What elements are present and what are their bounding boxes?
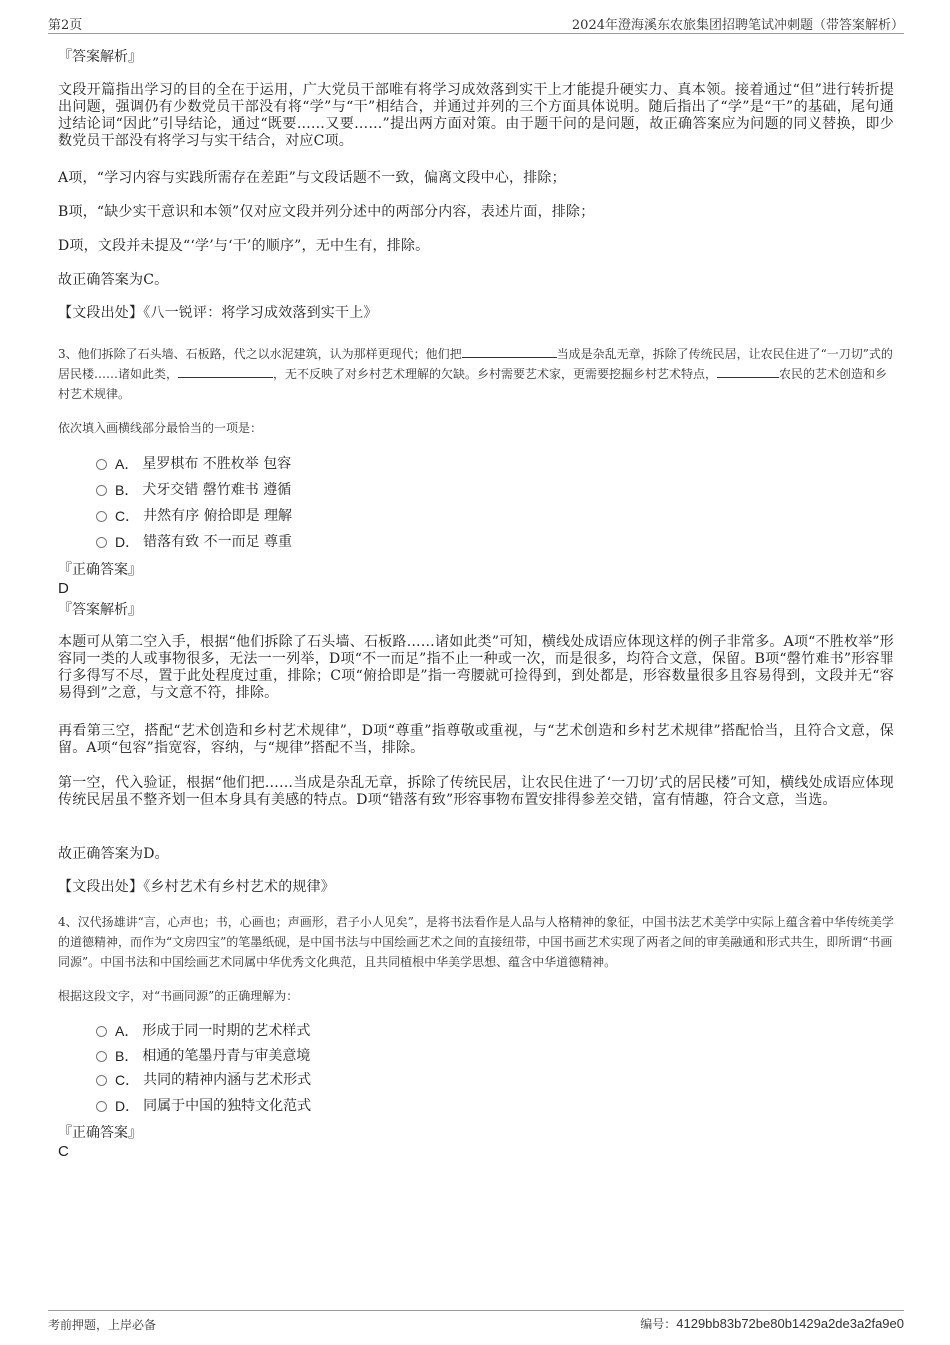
radio-icon[interactable] bbox=[96, 1026, 107, 1037]
q4-option-b[interactable]: B． 相通的笔墨丹青与审美意境 bbox=[96, 1045, 310, 1067]
radio-icon[interactable] bbox=[96, 1051, 107, 1062]
analysis-label: 『答案解析』 bbox=[58, 602, 142, 618]
correct-answer: D bbox=[58, 580, 69, 597]
analysis-paragraph-3: 第一空，代入验证，根据“他们把……当成是杂乱无章，拆除了传统民居，让农民住进了‘一刀切’式的居民楼”可知，横线处成语应体现传统民居虽不整齐划一但本身具有美感的特点。D项“错落有致”形容事物布置安排得参差交错，富有情趣，符合文意，当选。 bbox=[58, 775, 894, 808]
q4-option-a[interactable]: A． 形成于同一时期的艺术样式 bbox=[96, 1020, 310, 1042]
question-4-stem: 4、汉代扬雄讲“言，心声也；书，心画也；声画形，君子小人见矣”，是将书法看作是人品与人格精神的象征，中国书法艺术美学中实际上蕴含着中华传统美学的道德精神，而作为“文房四宝”的笔墨纸砚，是中国书法与中国绘画艺术之间的直接纽带，中国书画艺术实现了两者之间的审美融通和形式共生，即所谓“书画同源”。中国书法和中国绘画艺术同属中华优秀文化典范，且共同植根中华美学思想、蕴含中华道德精神。 bbox=[58, 915, 894, 969]
analysis-option-d: D项，文段并未提及“‘学’与‘干’的顺序”，无中生有，排除。 bbox=[58, 238, 430, 254]
q3-option-a[interactable]: A． 星罗棋布 不胜枚举 包容 bbox=[96, 453, 291, 475]
radio-icon[interactable] bbox=[96, 485, 107, 496]
source-citation: 【文段出处】《乡村艺术有乡村艺术的规律》 bbox=[58, 879, 335, 895]
blank-1 bbox=[462, 344, 557, 358]
correct-answer-label: 『正确答案』 bbox=[58, 562, 142, 578]
q4-option-d[interactable]: D． 同属于中国的独特文化范式 bbox=[96, 1095, 311, 1117]
analysis-label: 『答案解析』 bbox=[58, 49, 142, 65]
conclusion: 故正确答案为D。 bbox=[58, 846, 169, 862]
analysis-option-b: B项，“缺少实干意识和本领”仅对应文段并列分述中的两部分内容，表述片面，排除； bbox=[58, 204, 595, 220]
document-title: 2024年澄海溪东农旅集团招聘笔试冲刺题（带答案解析） bbox=[571, 18, 904, 33]
source-citation: 【文段出处】《八一锐评：将学习成效落到实干上》 bbox=[58, 305, 378, 321]
page-number: 第2页 bbox=[48, 18, 83, 33]
analysis-paragraph-1: 本题可从第二空入手，根据“他们拆除了石头墙、石板路……诸如此类”可知，横线处成语应体现这样的例子非常多。A项“不胜枚举”形容同一类的人或事物很多，无法一一列举，D项“不一而足”指不止一种或一次，而是很多，均符合文意，保留。B项“罄竹难书”形容罪行多得写不尽，置于此处程度过重，排除；C项“俯拾即是”指一弯腰就可捡得到，到处都是，形容数量很多且容易得到，文段并无“容易得到”之意，与文意不符，排除。 bbox=[58, 634, 894, 701]
q3-option-c[interactable]: C． 井然有序 俯拾即是 理解 bbox=[96, 505, 292, 527]
radio-icon[interactable] bbox=[96, 1101, 107, 1112]
conclusion: 故正确答案为C。 bbox=[58, 272, 169, 288]
question-3-stem: 3、他们拆除了石头墙、石板路，代之以水泥建筑，认为那样更现代；他们把 当成是杂乱无章，拆除了传统民居，让农民住进了“一刀切”式的居民楼……诸如此类， ，无不反映了对乡村艺术理解的欠缺。乡村需要艺术家，更需要挖掘乡村艺术特点， 农民的艺术创造和乡村艺术规律。 bbox=[58, 344, 894, 404]
blank-3 bbox=[717, 364, 779, 378]
radio-icon[interactable] bbox=[96, 537, 107, 548]
analysis-paragraph-2: 再看第三空，搭配“艺术创造和乡村艺术规律”，D项“尊重”指尊敬或重视，与“艺术创造和乡村艺术规律”搭配恰当，且符合文意，保留。A项“包容”指宽容，容纳，与“规律”搭配不当，排除。 bbox=[58, 723, 894, 756]
q3-option-b[interactable]: B． 犬牙交错 罄竹难书 遵循 bbox=[96, 479, 291, 501]
analysis-paragraph: 文段开篇指出学习的目的全在于运用，广大党员干部唯有将学习成效落到实干上才能提升硬实力、真本领。接着通过“但”进行转折提出问题，强调仍有少数党员干部没有将“学”与“干”相结合，并通过并列的三个方面具体说明。随后指出了“学”是“干”的基础，尾句通过结论词“因此”引导结论，通过“既要……又要……”提出两方面对策。由于题干问的是问题，故正确答案应为问题的同义替换，即少数党员干部没有将学习与实干结合，对应C项。 bbox=[58, 82, 894, 149]
analysis-option-a: A项，“学习内容与实践所需存在差距”与文段话题不一致，偏离文段中心，排除； bbox=[58, 170, 566, 186]
q4-option-c[interactable]: C． 共同的精神内涵与艺术形式 bbox=[96, 1069, 311, 1091]
document-code: 编号：4129bb83b72be80b1429a2de3a2fa9e0 bbox=[640, 1316, 904, 1331]
q3-option-d[interactable]: D． 错落有致 不一而足 尊重 bbox=[96, 531, 292, 553]
page-footer bbox=[48, 1310, 904, 1336]
question-4-prompt: 根据这段文字，对“书画同源”的正确理解为： bbox=[58, 989, 299, 1003]
question-3-prompt: 依次填入画横线部分最恰当的一项是： bbox=[58, 421, 263, 435]
blank-2 bbox=[178, 364, 273, 378]
page-header bbox=[48, 12, 904, 34]
correct-answer: C bbox=[58, 1143, 69, 1160]
footer-slogan: 考前押题，上岸必备 bbox=[48, 1318, 157, 1332]
correct-answer-label: 『正确答案』 bbox=[58, 1125, 142, 1141]
radio-icon[interactable] bbox=[96, 1075, 107, 1086]
radio-icon[interactable] bbox=[96, 511, 107, 522]
radio-icon[interactable] bbox=[96, 459, 107, 470]
